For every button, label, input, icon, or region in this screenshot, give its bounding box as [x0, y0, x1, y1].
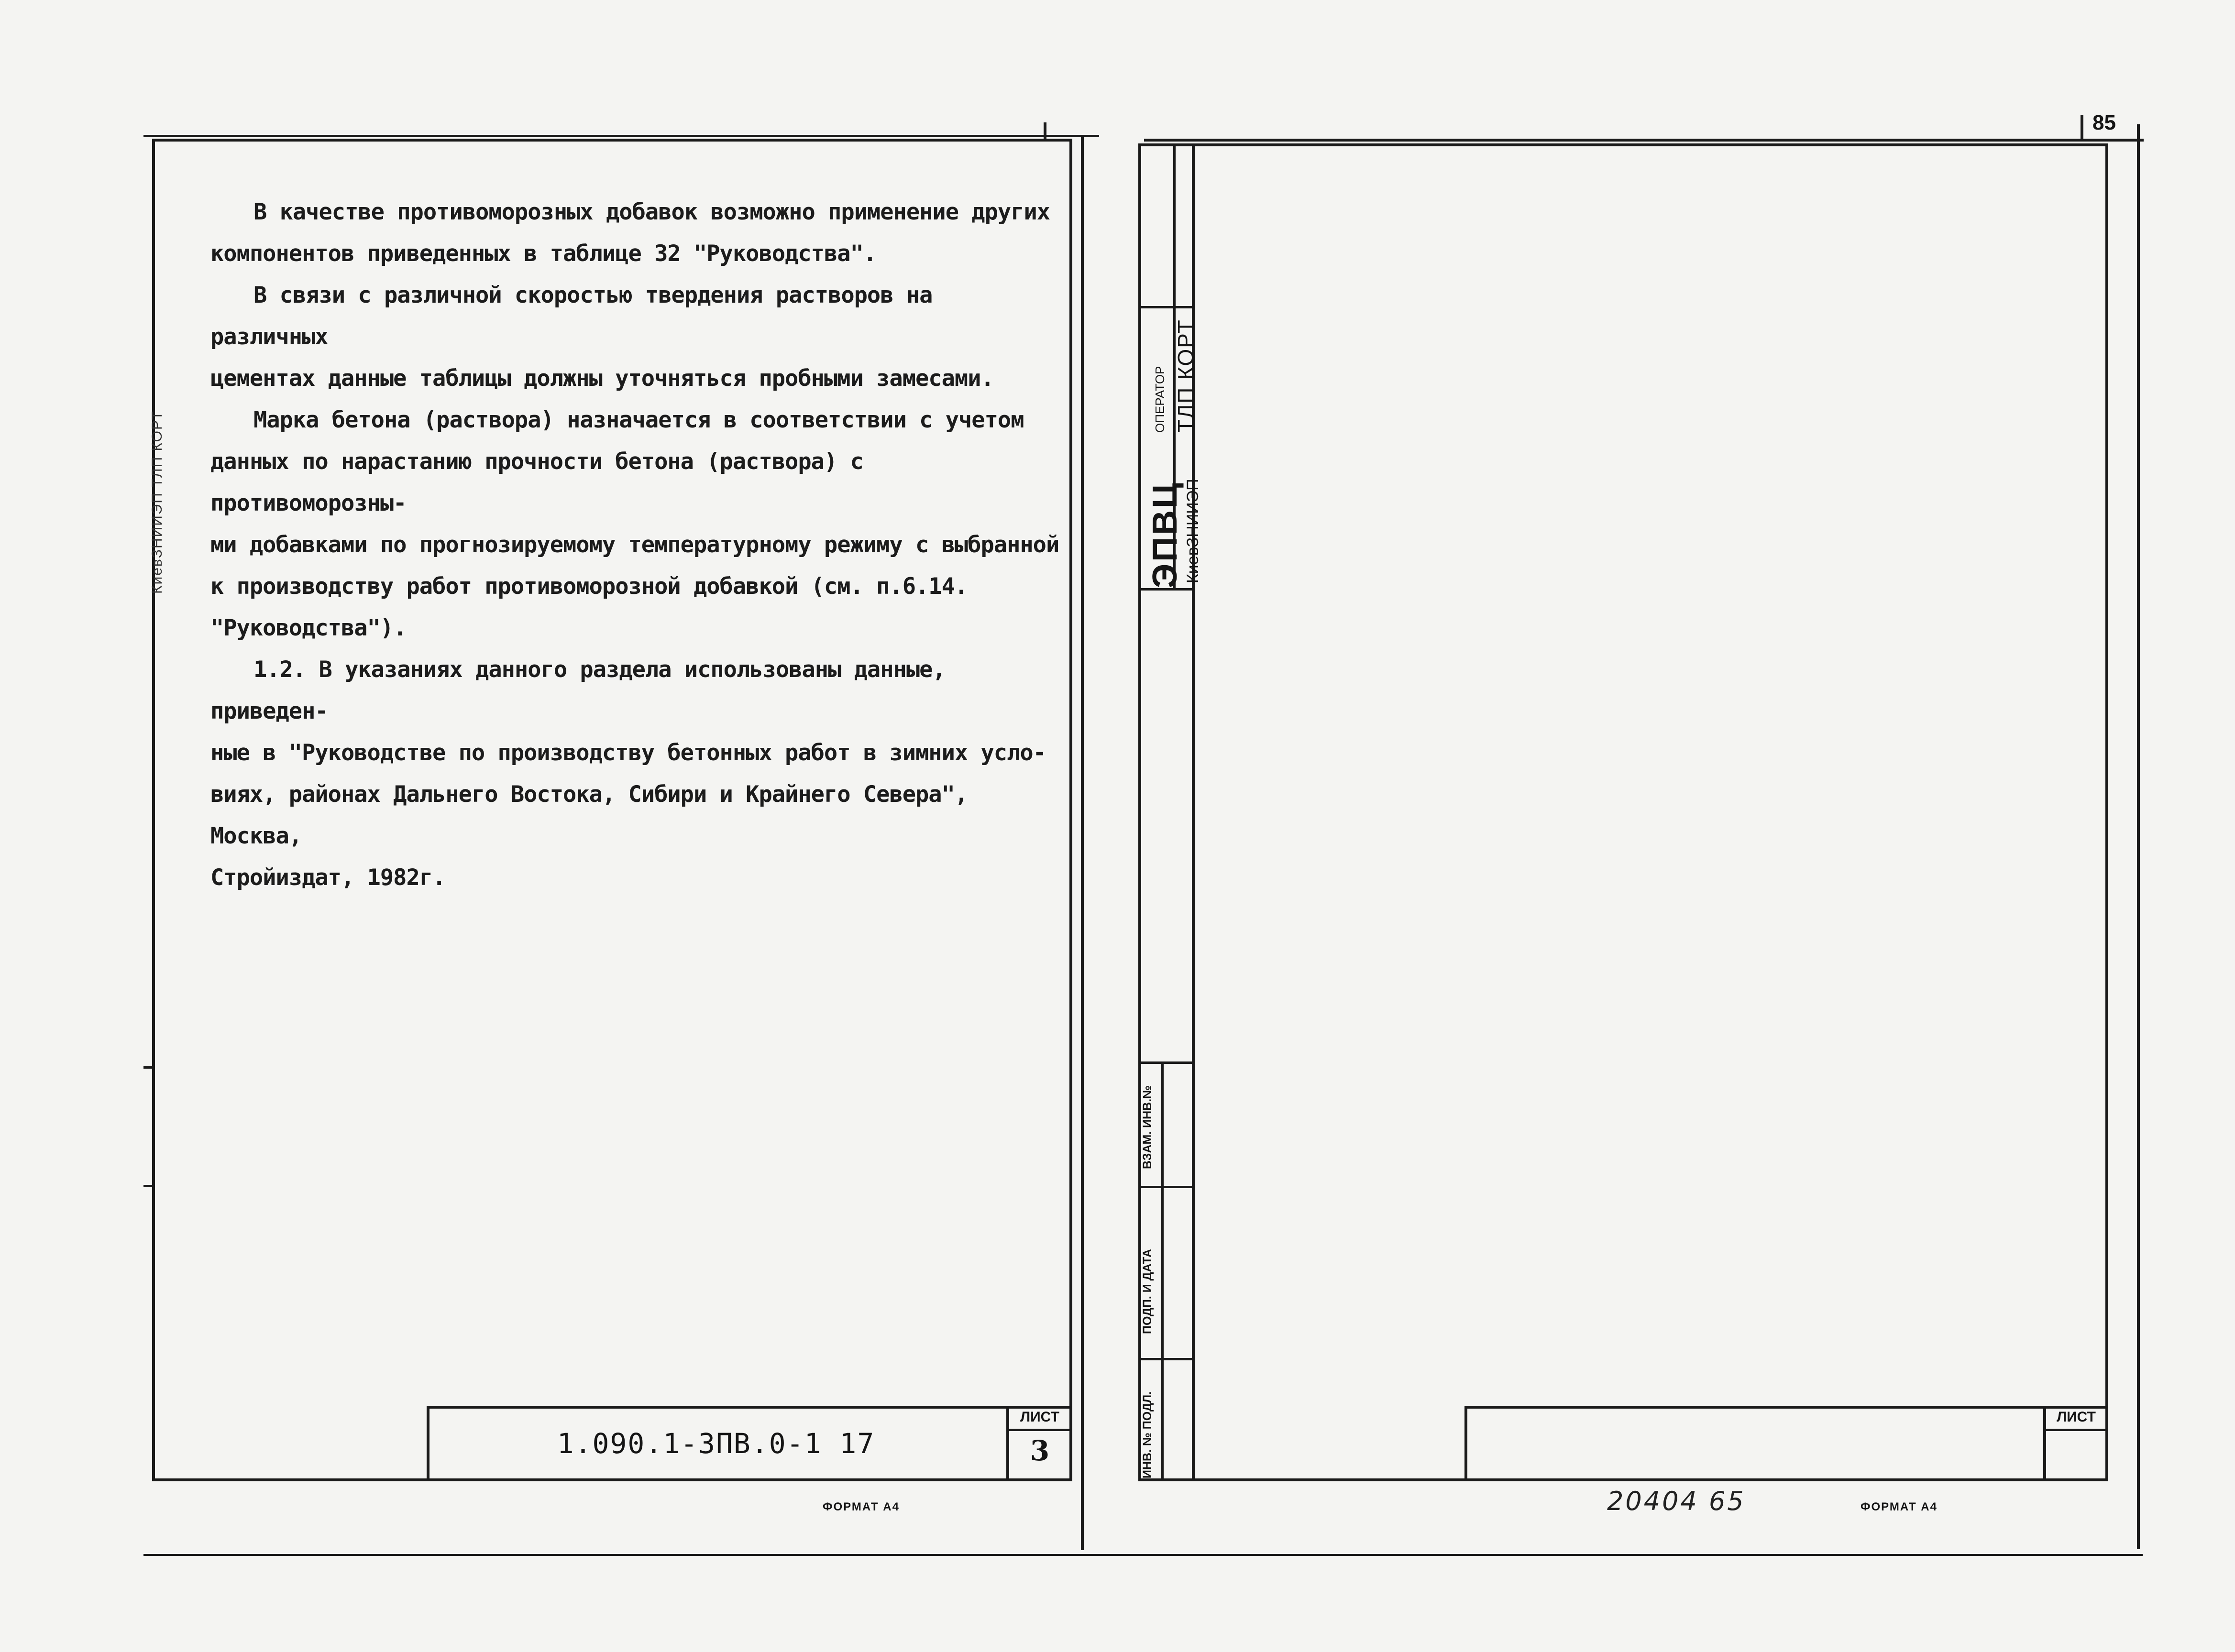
- bottom-base-line: [143, 1554, 2143, 1556]
- text-line: В связи с различной скоростью твердения растворов на различных: [210, 282, 933, 350]
- right-top-tick: [2081, 115, 2083, 139]
- left-sheet-label: ЛИСТ: [1020, 1409, 1059, 1425]
- text-line: Стройиздат, 1982г.: [210, 864, 446, 891]
- operator-label: ОПЕРАТОР: [1153, 366, 1167, 433]
- corner-page-number: 85: [2092, 111, 2116, 134]
- left-edge-tick-1: [143, 1066, 154, 1069]
- org-stamp-title: ЭПВЦ: [1146, 481, 1184, 588]
- text-line: Марка бетона (раствора) назначается в соответствии с учетом: [253, 407, 1024, 433]
- text-line: цементах данные таблицы должны уточняться пробными замесами.: [210, 365, 994, 392]
- left-sheet-cell-divider: [1006, 1429, 1072, 1431]
- document-code: 1.090.1-3ПВ.0-1 17: [557, 1427, 875, 1460]
- left-sheet-top-rule: [143, 135, 1099, 137]
- text-line: ми добавками по прогнозируемому температурному режиму с выбранной: [210, 532, 1059, 558]
- side-strip-hline-1: [1138, 306, 1192, 308]
- text-line: виях, районах Дальнего Востока, Сибири и Крайнего Севера", Москва,: [210, 781, 968, 849]
- body-text: [210, 191, 1062, 898]
- side-strip-hline-3: [1138, 1061, 1192, 1064]
- left-sheet-number: 3: [1030, 1434, 1050, 1467]
- left-format-label: ФОРМАТ А4: [823, 1500, 900, 1513]
- left-edge-tick-2: [143, 1185, 154, 1187]
- org-stamp-subtitle: КиевЗНИИЭП: [1184, 479, 1202, 583]
- text-line: 1.2. В указаниях данного раздела использованы данные, приведен-: [210, 656, 946, 724]
- text-line: ные в "Руководстве по производству бетонных работ в зимних усло-: [210, 740, 1046, 766]
- side-strip-vline-fields: [1161, 1061, 1164, 1481]
- right-outer-edge-line: [2137, 124, 2140, 1549]
- right-format-label: ФОРМАТ А4: [1861, 1500, 1938, 1513]
- right-sheet-cell-divider: [2043, 1429, 2108, 1431]
- right-title-block: [1464, 1406, 2108, 1481]
- text-line: компонентов приведенных в таблице 32 "Руководства".: [210, 241, 877, 267]
- text-line: В качестве противоморозных добавок возможно применение других: [253, 199, 1050, 225]
- side-strip-hline-2: [1138, 588, 1192, 591]
- right-sheet-label: ЛИСТ: [2057, 1409, 2096, 1425]
- operator-value: ТЛП КОРТ: [1173, 319, 1198, 433]
- binding-edge-text: КиевЗНИИЭП ТЛП КОРТ: [149, 410, 165, 594]
- text-line: "Руководства").: [210, 615, 407, 641]
- handwritten-number: 20404 65: [1607, 1486, 1746, 1516]
- field-inv-podl: ИНВ. № ПОДЛ.: [1141, 1391, 1154, 1478]
- side-strip-hline-5: [1138, 1358, 1192, 1360]
- field-podp-data: ПОДП. И ДАТА: [1141, 1248, 1154, 1334]
- field-vzam-inv: ВЗАМ. ИНВ.№: [1141, 1085, 1154, 1169]
- top-tick-mark: [1044, 122, 1046, 139]
- text-line: к производству работ противоморозной добавкой (см. п.6.14.: [210, 573, 968, 600]
- side-strip-hline-4: [1138, 1186, 1192, 1188]
- text-line: данных по нарастанию прочности бетона (раствора) с противоморозны-: [210, 449, 863, 516]
- side-strip-divider-top: [1173, 143, 1176, 306]
- sheet-separator-line: [1081, 135, 1084, 1550]
- right-sheet-frame: [1192, 143, 2108, 1481]
